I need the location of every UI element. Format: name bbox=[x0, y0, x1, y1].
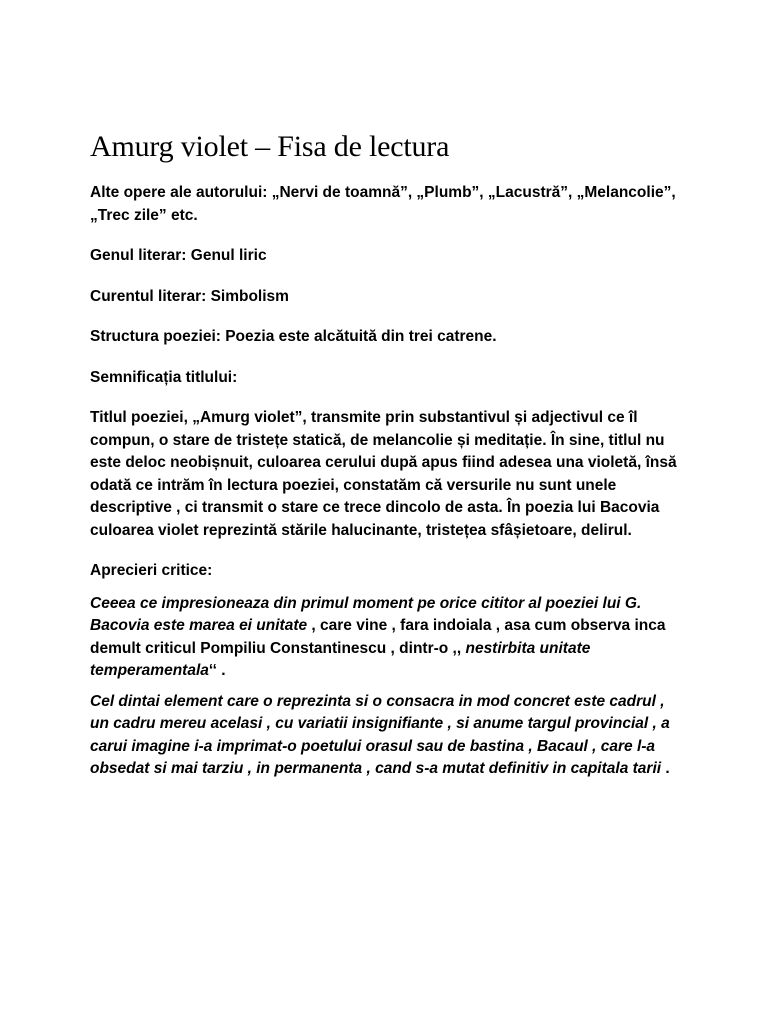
critical-appreciation-heading: Aprecieri critice: bbox=[90, 562, 213, 579]
other-works-paragraph: Alte opere ale autorului: „Nervi de toamnă”, „Plumb”, „Lacustră”, „Melancolie”, „Trec zile” etc. bbox=[90, 184, 676, 224]
literary-genre: Genul literar: Genul liric bbox=[90, 247, 267, 264]
quote1-normal: , care vine , fara indoiala , asa cum observa inca demult criticul Pompiliu Constantinescu , dintr-o ,, bbox=[90, 617, 666, 657]
quote2-closing: . bbox=[661, 760, 670, 777]
quote1-italic-end: nestirbita unitate temperamentala bbox=[90, 639, 591, 679]
poem-structure: Structura poeziei: Poezia este alcătuită din trei catrene. bbox=[90, 328, 497, 345]
document-title: Amurg violet – Fisa de lectura bbox=[90, 130, 450, 163]
quote1-closing: ‘‘ . bbox=[208, 662, 226, 679]
quote1-italic-start: Ceeea ce impresioneaza din primul moment pe orice cititor al poeziei lui G. Bacovia este marea ei unitate bbox=[90, 594, 642, 634]
title-meaning-paragraph: Titlul poeziei, „Amurg violet”, transmite prin substantivul și adjectivul ce îl compun, o stare de tristețe statică, de melancolie și meditație. În sine, titlul nu este deloc neobișnuit, culoarea cerului după apus fiind adesea una violetă, însă odată ce intrăm în lectura poeziei, constatăm că versurile nu sunt unele descriptive , ci transmit o stare ce trece dincolo de asta. În poezia lui Bacovia culoarea violet reprezintă stările halucinante, tristețea sfâșietoare, delirul. bbox=[90, 409, 677, 539]
title-meaning-heading: Semnificația titlului: bbox=[90, 368, 238, 386]
literary-movement: Curentul literar: Simbolism bbox=[90, 287, 289, 305]
critical-quote-2 bbox=[90, 691, 680, 781]
quote2-italic: Cel dintai element care o reprezinta si o consacra in mod concret este cadrul , un cadru mereu acelasi , cu variatii insignifiante , si anume targul provincial , a carui imagine i-a imprimat-o poetului orasul sau de bastina , Bacaul , care l-a obsedat si mai tarziu , in permanenta , cand s-a mutat definitiv in capitala tarii bbox=[90, 692, 670, 777]
document-page bbox=[90, 128, 680, 789]
critical-quote-1 bbox=[90, 593, 680, 683]
